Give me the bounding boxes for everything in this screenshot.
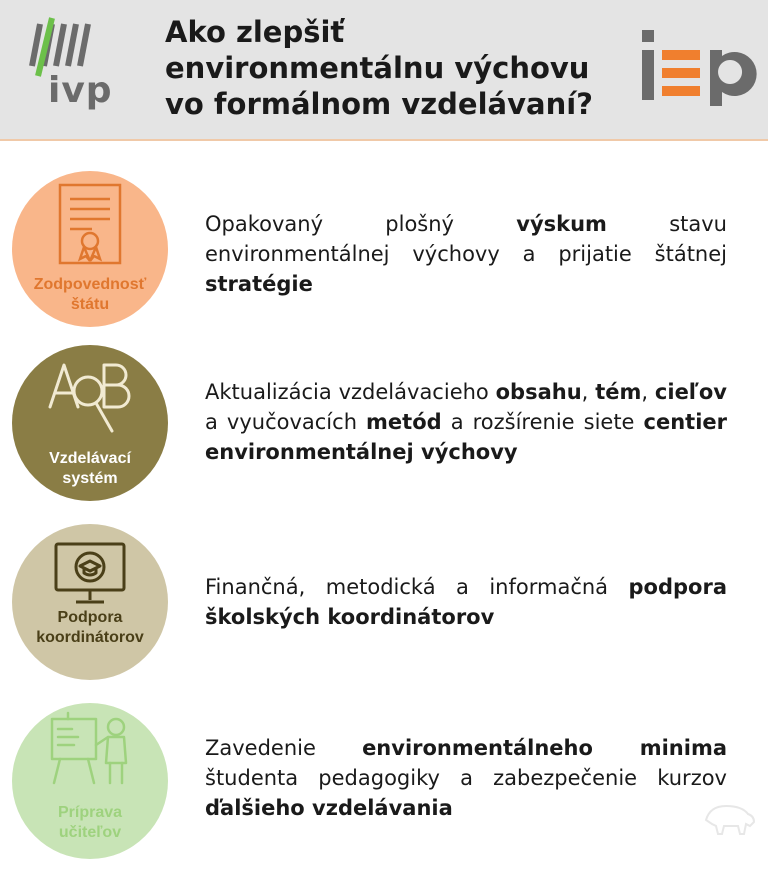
text-segment: , xyxy=(641,380,655,404)
label-line-1: Zodpovednosť xyxy=(33,276,147,293)
circle-zodpovednost-statu xyxy=(12,171,168,327)
text-bold-segment: cieľov xyxy=(654,380,727,404)
circle-vzdelavaci-system xyxy=(12,345,168,501)
text-bold-segment: environmentálneho minima xyxy=(362,736,727,760)
list-item-vzdelavaci-system xyxy=(0,345,768,505)
text-segment: stavu environmentálnej výchovy a prijatie štátnej xyxy=(205,212,727,266)
label-line-1: Príprava xyxy=(57,804,123,821)
text-bold-segment: podpora školských koordinátorov xyxy=(205,575,727,629)
label-line-2: koordinátorov xyxy=(36,629,144,646)
label-line-2: štátu xyxy=(70,296,110,313)
text-bold-segment: stratégie xyxy=(205,272,313,296)
label-line-2: systém xyxy=(62,470,118,487)
text-bold-segment: výskum xyxy=(516,212,607,236)
item-text xyxy=(205,572,727,632)
text-bold-segment: tém xyxy=(595,380,642,404)
list-item-podpora-koordinatorov xyxy=(0,524,768,684)
item-text xyxy=(205,377,727,467)
text-bold-segment: centier environmentálnej výchovy xyxy=(205,410,727,464)
text-segment: a rozšírenie siete xyxy=(441,410,644,434)
text-bold-segment: obsahu xyxy=(495,380,582,404)
text-segment: , xyxy=(581,380,596,404)
text-segment: a vyučovacích xyxy=(205,410,367,434)
circle-priprava-ucitelov xyxy=(12,703,168,859)
circle-label xyxy=(12,449,168,489)
text-segment: Zavedenie xyxy=(205,736,363,760)
header xyxy=(0,0,768,141)
text-segment: Opakovaný plošný xyxy=(205,212,517,236)
list-item-priprava-ucitelov xyxy=(0,703,768,863)
text-bold-segment: ďalšieho vzdelávania xyxy=(205,796,453,820)
text-segment: Aktualizácia vzdelávacieho xyxy=(205,380,496,404)
item-text xyxy=(205,733,727,823)
text-segment: Finančná, metodická a informačná xyxy=(205,575,629,599)
label-line-1: Podpora xyxy=(57,609,123,626)
watermark-icon xyxy=(700,790,760,840)
monitor-graduation-icon xyxy=(12,524,168,680)
circle-label xyxy=(12,608,168,648)
item-text xyxy=(205,209,727,299)
label-line-1: Vzdelávací xyxy=(49,450,131,467)
circle-label xyxy=(12,275,168,315)
text-bold-segment: metód xyxy=(366,410,442,434)
iep-logo-icon xyxy=(638,28,758,108)
text-segment: študenta pedagogiky a zabezpečenie kurzov xyxy=(205,766,727,790)
list-item-zodpovednost-statu xyxy=(0,171,768,331)
label-line-2: učiteľov xyxy=(58,824,122,841)
circle-label xyxy=(12,803,168,843)
circle-podpora-koordinatorov xyxy=(12,524,168,680)
ivp-logo-text: ivp xyxy=(48,70,113,111)
page-title: Ako zlepšiť environmentálnu výchovu vo formálnom vzdelávaní? xyxy=(165,15,593,121)
